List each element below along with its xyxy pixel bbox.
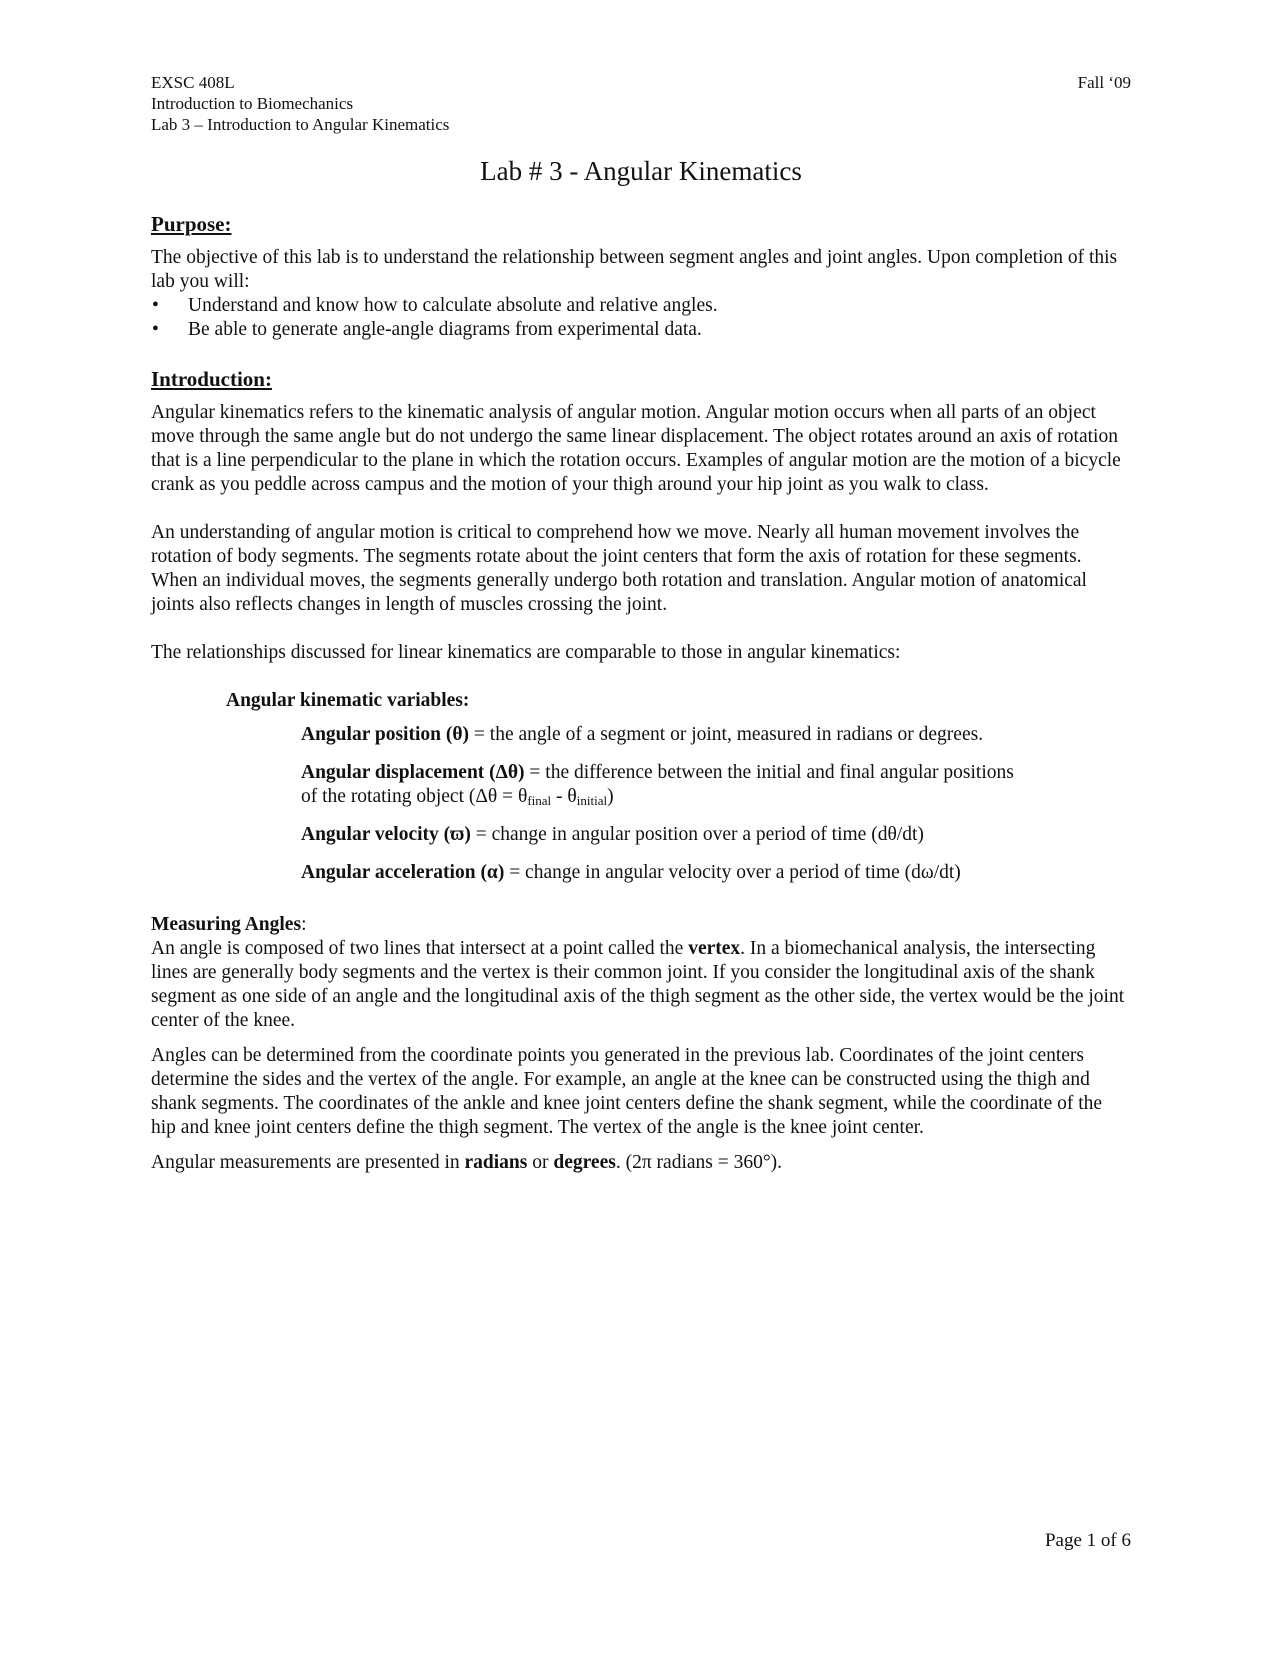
measuring-paragraph xyxy=(151,1151,1131,1175)
purpose-text: The objective of this lab is to understand the relationship between segment angles and joint angles. Upon completion of this lab you will: xyxy=(151,247,1118,292)
radians-term: radians xyxy=(464,1152,528,1173)
displacement-formula: of the rotating object (Δθ = θ xyxy=(301,786,528,807)
lab-line: Lab 3 – Introduction to Angular Kinematics xyxy=(151,115,450,134)
measuring-text: An angle is composed of two lines that intersect at a point called the xyxy=(151,938,689,959)
variable-definition: = the angle of a segment or joint, measured in radians or degrees. xyxy=(469,724,984,745)
intro-paragraph: An understanding of angular motion is critical to comprehend how we move. Nearly all human movement involves the rotation of body segments. The segments rotate about the joint centers that form the axis of rotation for these segments. When an individual moves, the segments generally undergo both rotation and translation. Angular motion of anatomical joints also reflects changes in length of muscles crossing the joint. xyxy=(151,522,1087,615)
list-item xyxy=(151,318,1131,342)
variable-angular-velocity xyxy=(301,823,1131,847)
measuring-paragraph: Angles can be determined from the coordinate points you generated in the previous lab. Coordinates of the joint centers determine the sides and the vertex of the angle. For example, an angle at the knee can be constructed using the thigh and shank segments. The coordinates of the ankle and knee joint centers define the shank segment, while the coordinate of the hip and knee joint centers define the thigh segment. The vertex of the angle is the knee joint center. xyxy=(151,1045,1103,1138)
measuring-angles-heading xyxy=(151,913,1131,937)
measuring-text: . In a biomechanical analysis, the intersecting lines are generally body segments and the vertex is their common joint. If you consider the longitudinal axis of the shank segment as one side of an angle and the longitudinal axis of the thigh segment as the other side, the vertex would be the joint center of the knee. xyxy=(151,938,1125,1031)
variable-definition: = change in angular velocity over a period of time (dω/dt) xyxy=(504,862,961,883)
degrees-term: degrees xyxy=(553,1152,616,1173)
page-title: Lab # 3 - Angular Kinematics xyxy=(480,156,802,186)
bullet-icon: • xyxy=(152,319,159,340)
subscript-final: final xyxy=(527,793,552,808)
page-content xyxy=(151,72,1131,1175)
measuring-heading-colon: : xyxy=(301,914,307,935)
course-code: EXSC 408L xyxy=(151,73,235,92)
bullet-icon: • xyxy=(152,295,159,316)
purpose-bullet-list xyxy=(151,294,1131,342)
document-header xyxy=(151,72,1131,135)
bullet-text: Understand and know how to calculate absolute and relative angles. xyxy=(188,295,718,316)
measuring-paragraph xyxy=(151,937,1131,1033)
variable-definition: = change in angular position over a period of time (dθ/dt) xyxy=(470,824,924,845)
intro-paragraph: Angular kinematics refers to the kinematic analysis of angular motion. Angular motion occurs when all parts of an object move through the same angle but do not undergo the same linear displacement. The object rotates around an axis of rotation that is a line perpendicular to the plane in which the rotation occurs. Examples of angular motion are the motion of a bicycle crank as you peddle across campus and the motion of your thigh around your hip joint as you walk to class. xyxy=(151,402,1121,495)
variable-term: Angular position (θ) xyxy=(301,724,470,745)
list-item xyxy=(151,294,1131,318)
subscript-initial: initial xyxy=(576,793,608,808)
vertex-term: vertex xyxy=(688,938,741,959)
variable-definition: = the difference between the initial and final angular positions xyxy=(524,762,1014,783)
purpose-heading: Purpose: xyxy=(151,212,232,236)
course-title: Introduction to Biomechanics xyxy=(151,94,354,113)
variable-angular-acceleration xyxy=(301,861,1131,885)
introduction-heading: Introduction: xyxy=(151,367,272,391)
variable-term: Angular acceleration (α) xyxy=(301,862,505,883)
variable-angular-position xyxy=(301,723,1131,747)
formula-minus: - θ xyxy=(551,786,577,807)
bullet-text: Be able to generate angle-angle diagrams from experimental data. xyxy=(188,319,702,340)
variable-term: Angular velocity (ϖ) xyxy=(301,824,471,845)
formula-close: ) xyxy=(607,786,614,807)
measuring-text: . (2π radians = 360°). xyxy=(615,1152,783,1173)
page-number: Page 1 of 6 xyxy=(1044,1530,1131,1551)
variable-term: Angular displacement (Δθ) xyxy=(301,762,525,783)
measuring-text: or xyxy=(527,1152,554,1173)
variables-list xyxy=(301,723,1131,885)
angular-variables-block xyxy=(226,689,1131,885)
measuring-text: Angular measurements are presented in xyxy=(151,1152,465,1173)
variables-heading: Angular kinematic variables: xyxy=(226,690,470,711)
intro-paragraph: The relationships discussed for linear kinematics are comparable to those in angular kinematics: xyxy=(151,642,901,663)
semester-label: Fall ‘09 xyxy=(1077,73,1131,92)
measuring-heading-text: Measuring Angles xyxy=(151,914,302,935)
variable-angular-displacement xyxy=(301,761,1131,809)
